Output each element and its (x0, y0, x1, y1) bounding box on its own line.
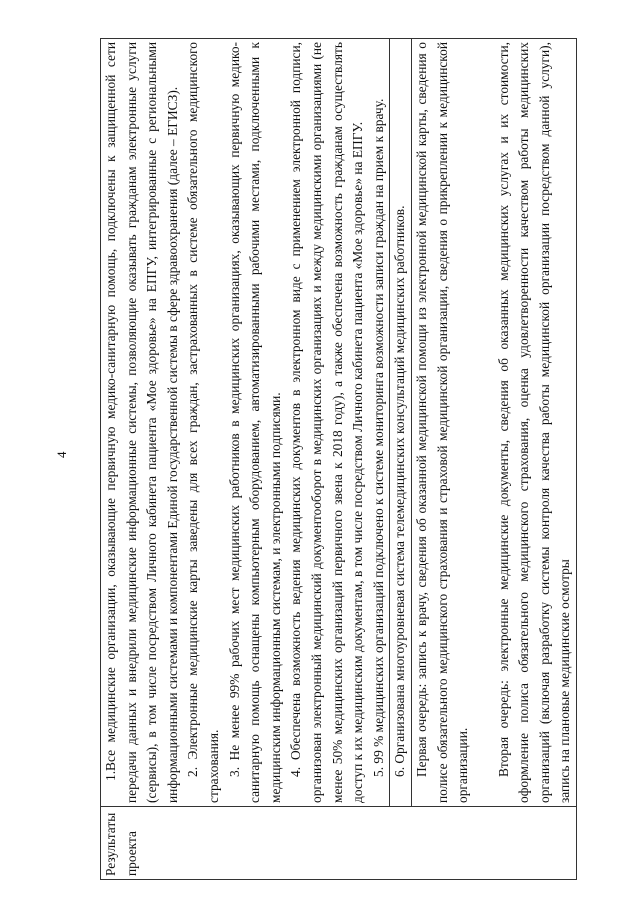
table-row (101, 39, 577, 880)
result-item: 4. Обеспечена возможность ведения медицинских документов в электронном виде с применением электронной подписи, организован электронный медицинский документооборот в медицинских организациях и между медицинскими организациями (не менее 50% медицинских организаций первичного звена к 2018 году), а также обеспечена возможность гражданам осуществлять доступ к их медицинским документам, в том числе посредством Личного кабинета пациента «Мое здоровье» на ЕПГУ. (288, 42, 366, 803)
results-table (100, 38, 577, 880)
result-item: 3. Не менее 99% рабочих мест медицинских работников в медицинских организациях, оказывающих первичную медико-санитарную помощь оснащены компьютерным оборудованием, автоматизированными рабочими местами, подключенными к медицинским информационным системам, и электронными подписями. (226, 42, 283, 803)
second-queue: Вторая очередь: электронные медицинские документы, сведения об оказанных медицинских услугах и их стоимости, оформление полиса обязательного медицинского страхования, оценка удовлетворенности качеством работы медицинских организаций (включая разработку системы контроля качества работы медицинской организации посредством данной услуги), запись на плановые медицинские осмотры (495, 42, 573, 803)
result-item: 6. Организована многоуровневая система телемедицинских консультаций медицинских работников. (389, 39, 411, 806)
results-cell (101, 39, 577, 807)
result-item: 1.Все медицинские организации, оказывающие первичную медико-санитарную помощь, подключены к защищенной сети передачи данных и внедрили медицинские информационные системы, позволяющие оказывать гражданам электронные услуги (сервисы), в том числе посредством Личного кабинета пациента «Мое здоровье» на ЕПГУ, интегрированные с региональными информационными системами и компонентами Единой государственной системы в сфере здравоохранения (далее – ЕГИСЗ). (103, 42, 180, 803)
row-label: Результаты проекта (101, 807, 577, 880)
queues-section (411, 39, 576, 806)
result-item: 5. 99 % медицинских организаций подключено к системе мониторинга возможности записи граждан на прием к врачу. (370, 98, 386, 777)
first-queue: Первая очередь: запись к врачу, сведения об оказанной медицинской помощи из электронной медицинской карты, сведения о полисе обязательного медицинского страхования и страховой медицинской организации, сведения о прикреплении к медицинской организации. (413, 42, 471, 803)
page-number: 4 (54, 451, 69, 458)
result-item: 2. Электронные медицинские карты заведены для всех граждан, застрахованных в системе обязательного медицинского страхования. (185, 42, 221, 803)
